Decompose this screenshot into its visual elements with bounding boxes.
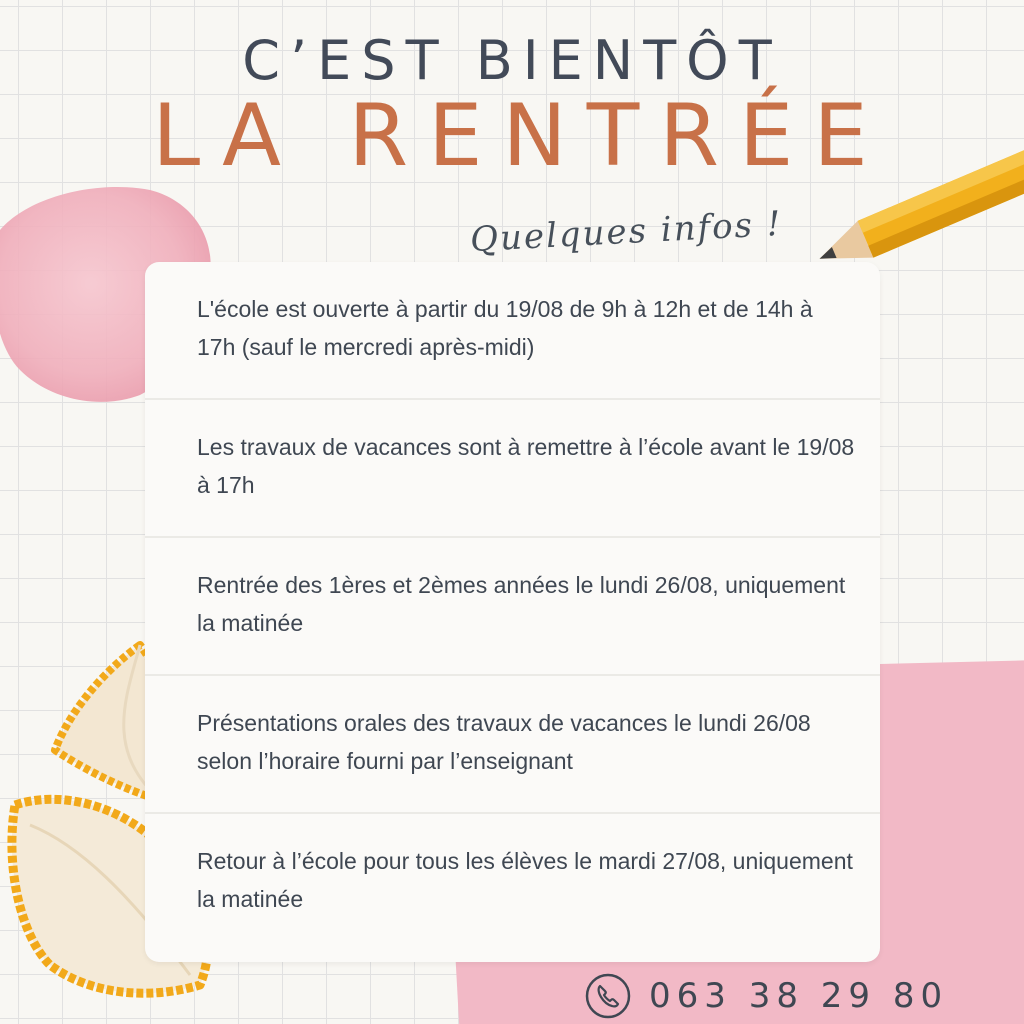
title-main: LA RENTRÉE <box>152 86 888 186</box>
contact-phone[interactable] <box>585 968 948 1024</box>
info-item: Retour à l’école pour tous les élèves le mardi 27/08, uniquement la matinée <box>197 848 853 912</box>
info-item: Présentations orales des travaux de vacances le lundi 26/08 selon l’horaire fourni par l’enseignant <box>145 676 880 814</box>
subtitle: Quelques infos ! <box>469 203 784 261</box>
info-item: Rentrée des 1ères et 2èmes années le lundi 26/08, uniquement la matinée <box>145 538 880 676</box>
phone-icon <box>585 973 631 1019</box>
info-card <box>145 262 880 962</box>
info-item: Les travaux de vacances sont à remettre à l’école avant le 19/08 à 17h <box>145 400 880 538</box>
phone-number[interactable]: 063 38 29 80 <box>649 976 949 1016</box>
info-item: L'école est ouverte à partir du 19/08 de 9h à 12h et de 14h à 17h (sauf le mercredi après-midi) <box>145 262 880 400</box>
title-top: C’EST BIENTÔT <box>242 29 782 92</box>
